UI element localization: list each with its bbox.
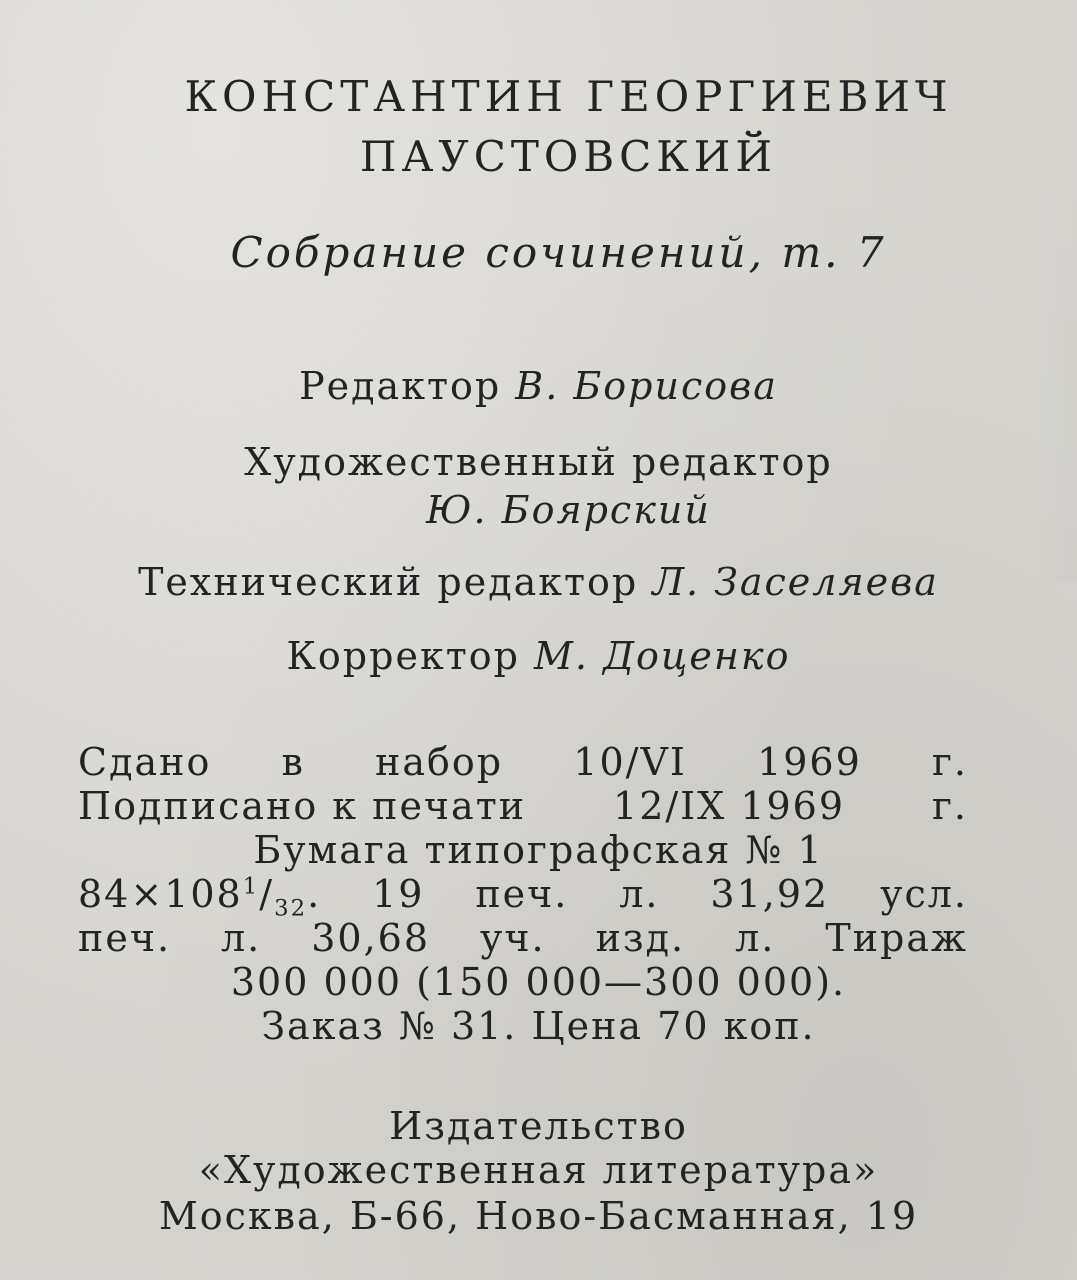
format-line [78,872,968,922]
tech-editor-role: Технический редактор [138,560,639,604]
proofreader-credit [0,634,1077,678]
print-run: 300 000 (150 000—300 000). [230,960,847,1004]
publisher-label: Издательство [389,1104,688,1148]
editor-credit [0,364,1077,408]
typeset-word-2: в [281,740,305,784]
print-run-label: Тираж [825,916,968,960]
editor-role: Редактор [299,364,502,408]
typeset-word-3: набор [375,740,504,784]
conv-abbr: усл. [880,872,968,916]
format-fraction [78,872,321,922]
tech-editor-name: Л. Заселяева [652,560,939,604]
format-slash: / [259,872,275,916]
sheets-word-5: изд. [595,916,686,960]
sheets-word-6: л. [735,916,776,960]
sheets-count: 19 [372,872,425,916]
proofreader-name: М. Доценко [534,634,791,678]
author-name-line-1: КОНСТАНТИН ГЕОРГИЕВИЧ [184,72,953,121]
signed-line [78,784,968,828]
work-title: Собрание сочинений, т. 7 [230,228,887,277]
typeset-date: 10/VI [573,740,687,784]
pub-sheets-count: 30,68 [311,916,431,960]
typeset-word-1: Сдано [78,740,212,784]
format-dot: . [307,872,322,916]
sheets-word-4: уч. [480,916,546,960]
sheets-abbr-2: л. [619,872,660,916]
order-price: Заказ № 31. Цена 70 коп. [261,1004,816,1048]
signed-date: 12/IX 1969 [613,784,846,828]
publisher-name: «Художественная литература» [198,1148,879,1192]
sheets-line [78,916,968,960]
format-sub: 32 [274,895,308,922]
signed-label: Подписано к печати [78,784,527,828]
publisher-address: Москва, Б-66, Ново-Басманная, 19 [158,1194,919,1238]
signed-suffix: г. [931,784,968,828]
sheets-abbr-1: печ. [475,872,569,916]
typeset-suffix: г. [931,740,968,784]
typeset-year: 1969 [757,740,862,784]
editor-name: В. Борисова [515,364,778,408]
paper-line: Бумага типографская № 1 [253,828,824,872]
proofreader-role: Корректор [286,634,520,678]
conv-sheets-count: 31,92 [710,872,830,916]
sheets-word-2: л. [221,916,262,960]
format-sup: 1 [242,873,260,900]
author-name-line-2: ПАУСТОВСКИЙ [359,132,778,181]
format-main: 84×108 [78,872,243,916]
typeset-line [78,740,968,784]
art-editor-name: Ю. Боярский [426,488,711,532]
art-editor-role: Художественный редактор [244,440,833,484]
tech-editor-credit [0,560,1077,604]
sheets-word-1: печ. [78,916,172,960]
